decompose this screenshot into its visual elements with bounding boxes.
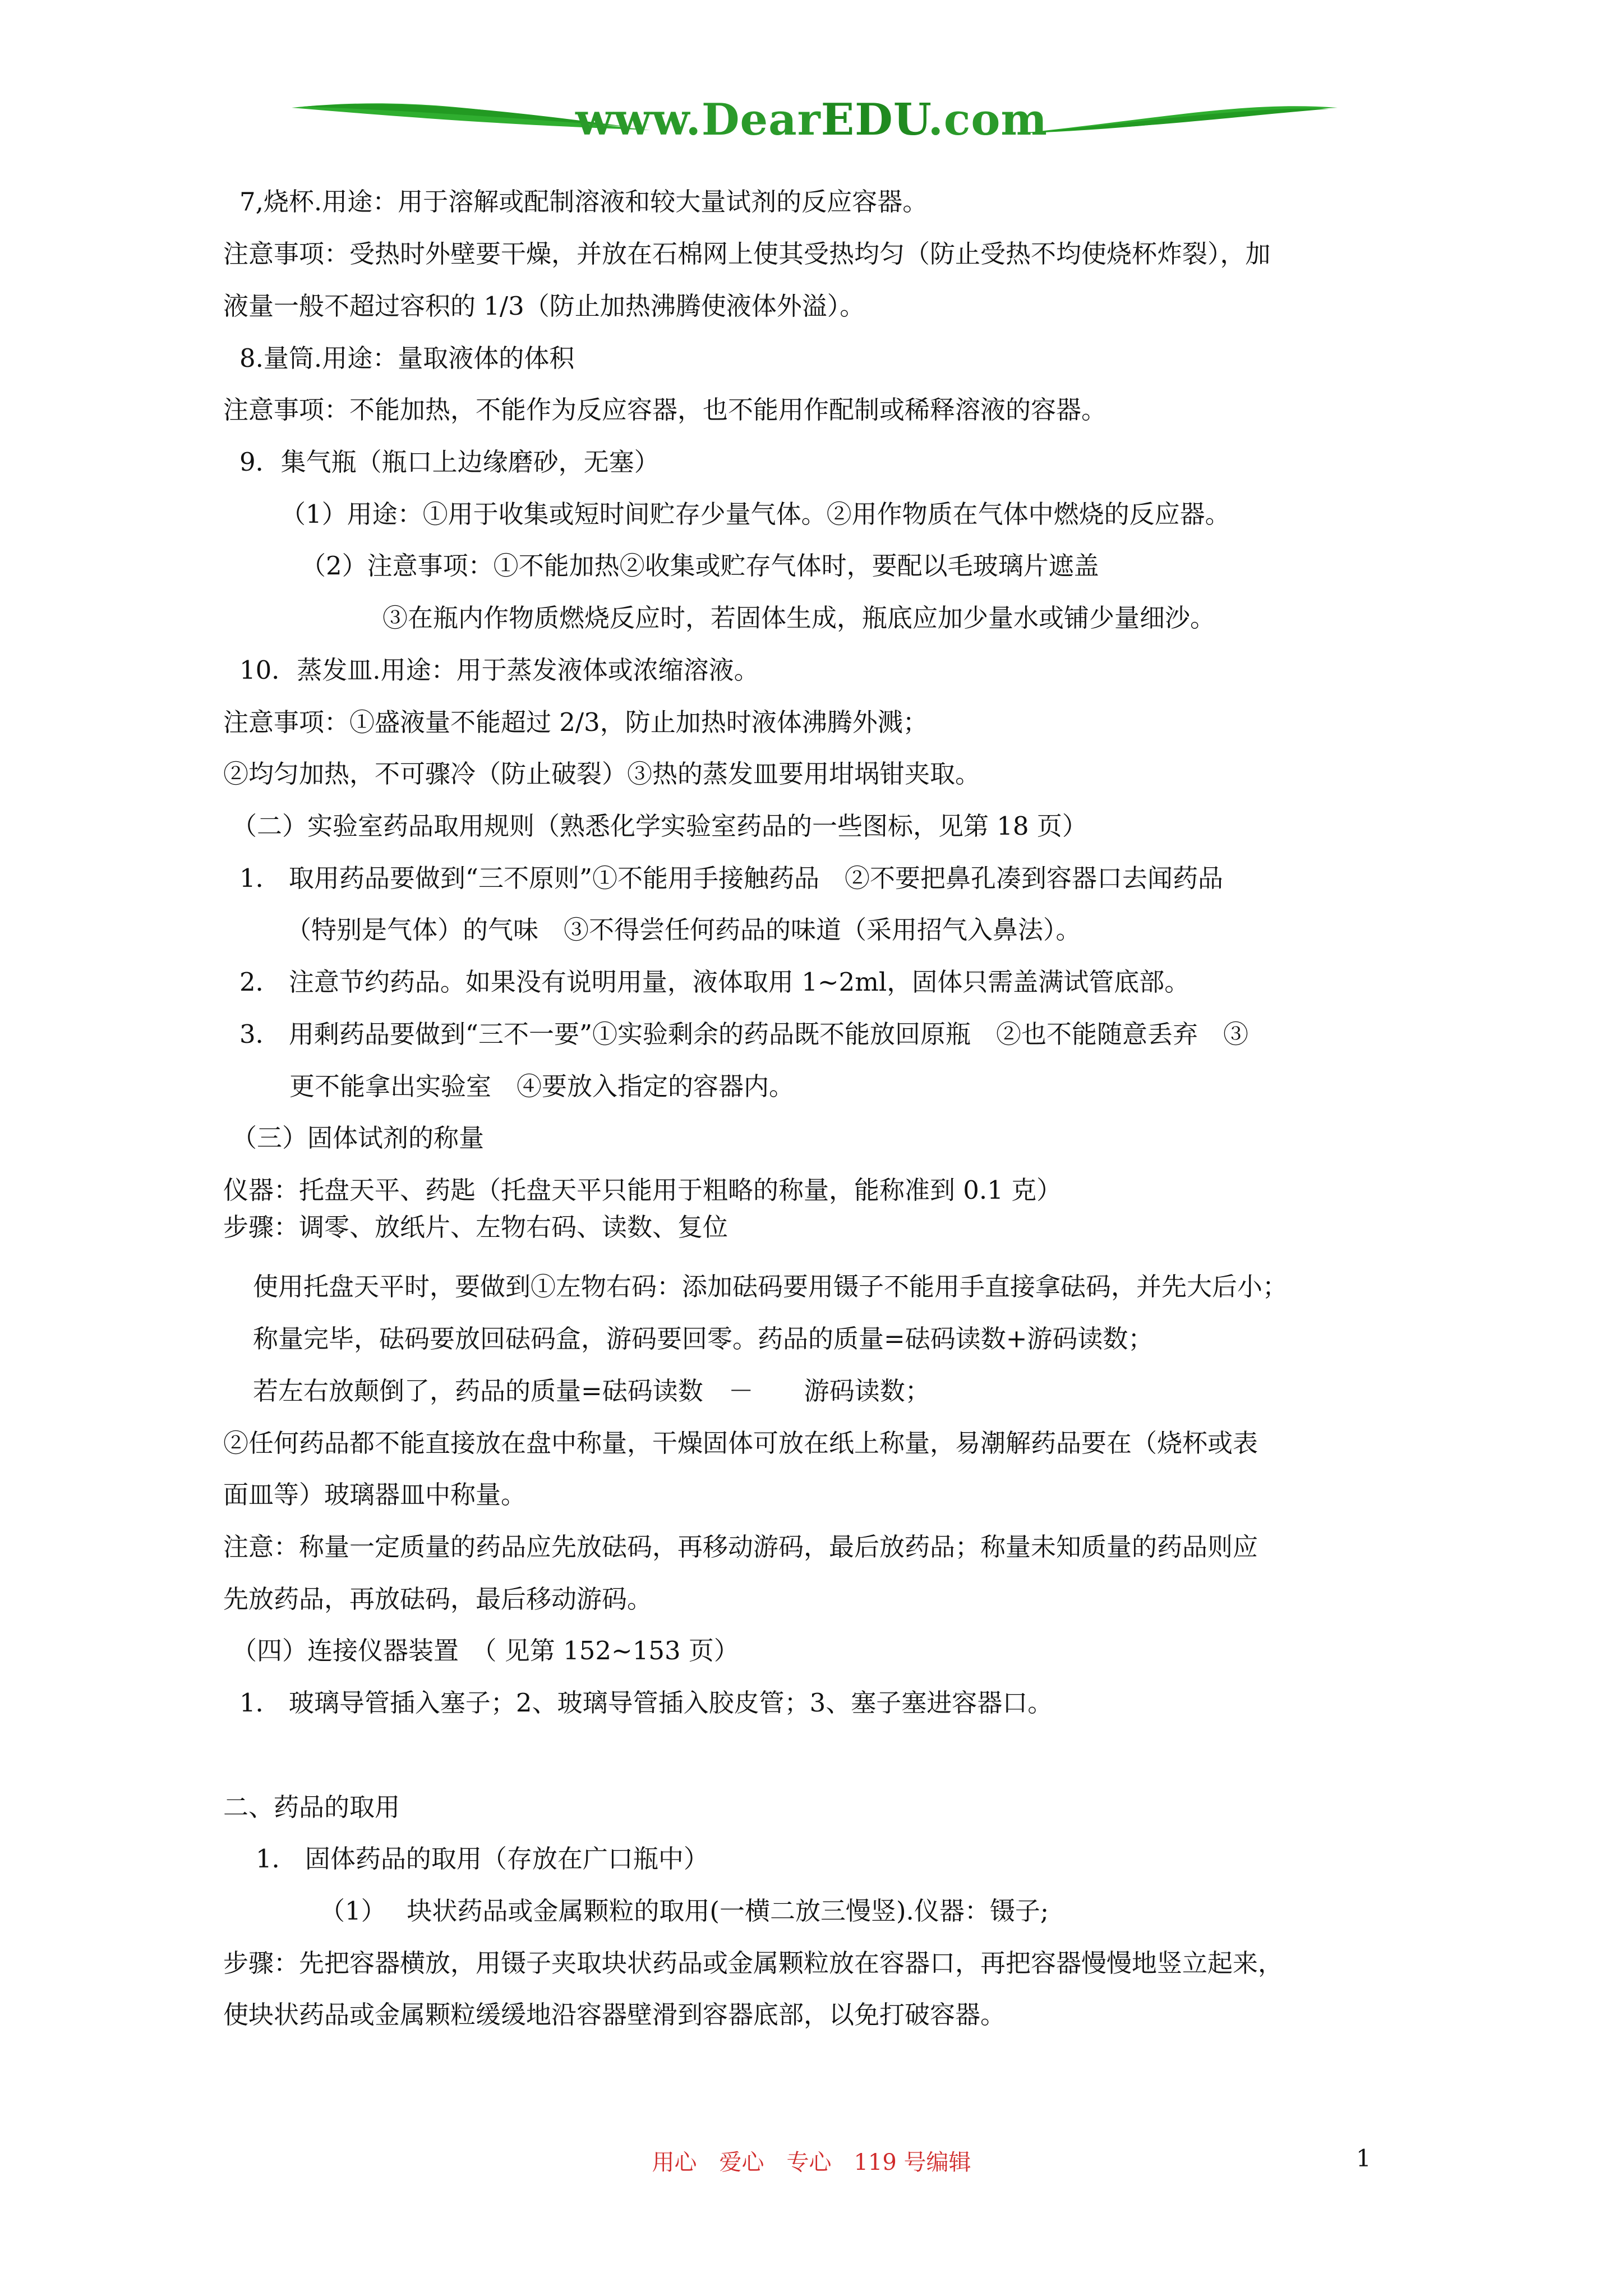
- logo-suffix: .com: [928, 94, 1048, 145]
- text-line: 仪器：托盘天平、药匙（托盘天平只能用于粗略的称量，能称准到 0.1 克）: [223, 1175, 1062, 1205]
- text-line: （1） 块状药品或金属颗粒的取用(一横二放三慢竖).仪器：镊子;: [320, 1896, 1049, 1926]
- text-line: 7,烧杯.用途：用于溶解或配制溶液和较大量试剂的反应容器。: [239, 187, 928, 217]
- text-line: （三）固体试剂的称量: [232, 1123, 485, 1153]
- text-line: 步骤：调零、放纸片、左物右码、读数、复位: [223, 1212, 728, 1242]
- text-line: 10．蒸发皿.用途：用于蒸发液体或浓缩溶液。: [239, 655, 759, 685]
- text-line: 8.量筒.用途：量取液体的体积: [239, 343, 575, 373]
- text-line: 若左右放颠倒了，药品的质量=砝码读数 － 游码读数；: [253, 1376, 930, 1406]
- text-line: 注意事项：①盛液量不能超过 2/3，防止加热时液体沸腾外溅；: [223, 707, 928, 737]
- text-line: （1）用途：①用于收集或短时间贮存少量气体。②用作物质在气体中燃烧的反应器。: [280, 499, 1230, 529]
- logo-edu: EDU: [820, 94, 928, 145]
- text-line: 1． 玻璃导管插入塞子；2、玻璃导管插入胶皮管；3、塞子塞进容器口。: [239, 1688, 1053, 1718]
- text-line: 二、药品的取用: [223, 1792, 400, 1822]
- text-line: 注意事项：受热时外壁要干燥，并放在石棉网上使其受热均匀（防止受热不均使烧杯炸裂），加: [223, 239, 1271, 269]
- logo-prefix: www.Dear: [575, 94, 821, 145]
- text-line: 1． 取用药品要做到“三不原则”①不能用手接触药品 ②不要把鼻孔凑到容器口去闻药品: [239, 863, 1223, 893]
- text-line: （特别是气体）的气味 ③不得尝任何药品的味道（采用招气入鼻法）。: [286, 915, 1081, 945]
- text-line: 使用托盘天平时，要做到①左物右码：添加砝码要用镊子不能用手直接拿砝码，并先大后小；: [253, 1272, 1288, 1301]
- text-line: 3． 用剩药品要做到“三不一要”①实验剩余的药品既不能放回原瓶 ②也不能随意丢弃 ③: [239, 1019, 1248, 1049]
- text-line: 9．集气瓶（瓶口上边缘磨砂，无塞）: [239, 447, 660, 477]
- text-line: 面皿等）玻璃器皿中称量。: [223, 1480, 527, 1510]
- text-line: （二）实验室药品取用规则（熟悉化学实验室药品的一些图标，见第 18 页）: [232, 811, 1087, 841]
- text-line: （2）注意事项：①不能加热②收集或贮存气体时，要配以毛玻璃片遮盖: [301, 551, 1099, 581]
- text-line: 步骤：先把容器横放，用镊子夹取块状药品或金属颗粒放在容器口，再把容器慢慢地竖立起来，: [223, 1948, 1284, 1978]
- text-line: 称量完毕，砝码要放回砝码盒，游码要回零。药品的质量=砝码读数+游码读数；: [253, 1324, 1154, 1354]
- text-line: 更不能拿出实验室 ④要放入指定的容器内。: [289, 1071, 795, 1101]
- page-number: 1: [1356, 2145, 1371, 2172]
- text-line: 使块状药品或金属颗粒缓缓地沿容器壁滑到容器底部，以免打破容器。: [223, 2000, 1006, 2030]
- text-line: 2． 注意节约药品。如果没有说明用量，液体取用 1~2ml，固体只需盖满试管底部。: [239, 967, 1190, 997]
- text-line: 注意事项：不能加热，不能作为反应容器，也不能用作配制或稀释溶液的容器。: [223, 395, 1107, 425]
- text-line: （四）连接仪器装置 （ 见第 152~153 页）: [232, 1636, 739, 1665]
- text-line: ②任何药品都不能直接放在盘中称量，干燥固体可放在纸上称量，易潮解药品要在（烧杯或表: [223, 1428, 1258, 1458]
- text-line: 先放药品，再放砝码，最后移动游码。: [223, 1584, 653, 1614]
- text-line: ③在瓶内作物质燃烧反应时，若固体生成，瓶底应加少量水或铺少量细沙。: [382, 603, 1216, 633]
- footer-credit: 用心 爱心 专心 119 号编辑: [652, 2150, 971, 2175]
- text-line: 液量一般不超过容积的 1/3（防止加热沸腾使液体外溢）。: [223, 291, 865, 321]
- text-line: 注意：称量一定质量的药品应先放砝码，再移动游码，最后放药品；称量未知质量的药品则应: [223, 1532, 1258, 1562]
- text-line: 1． 固体药品的取用（存放在广口瓶中）: [256, 1844, 709, 1874]
- text-line: ②均匀加热，不可骤冷（防止破裂）③热的蒸发皿要用坩埚钳夹取。: [223, 759, 981, 789]
